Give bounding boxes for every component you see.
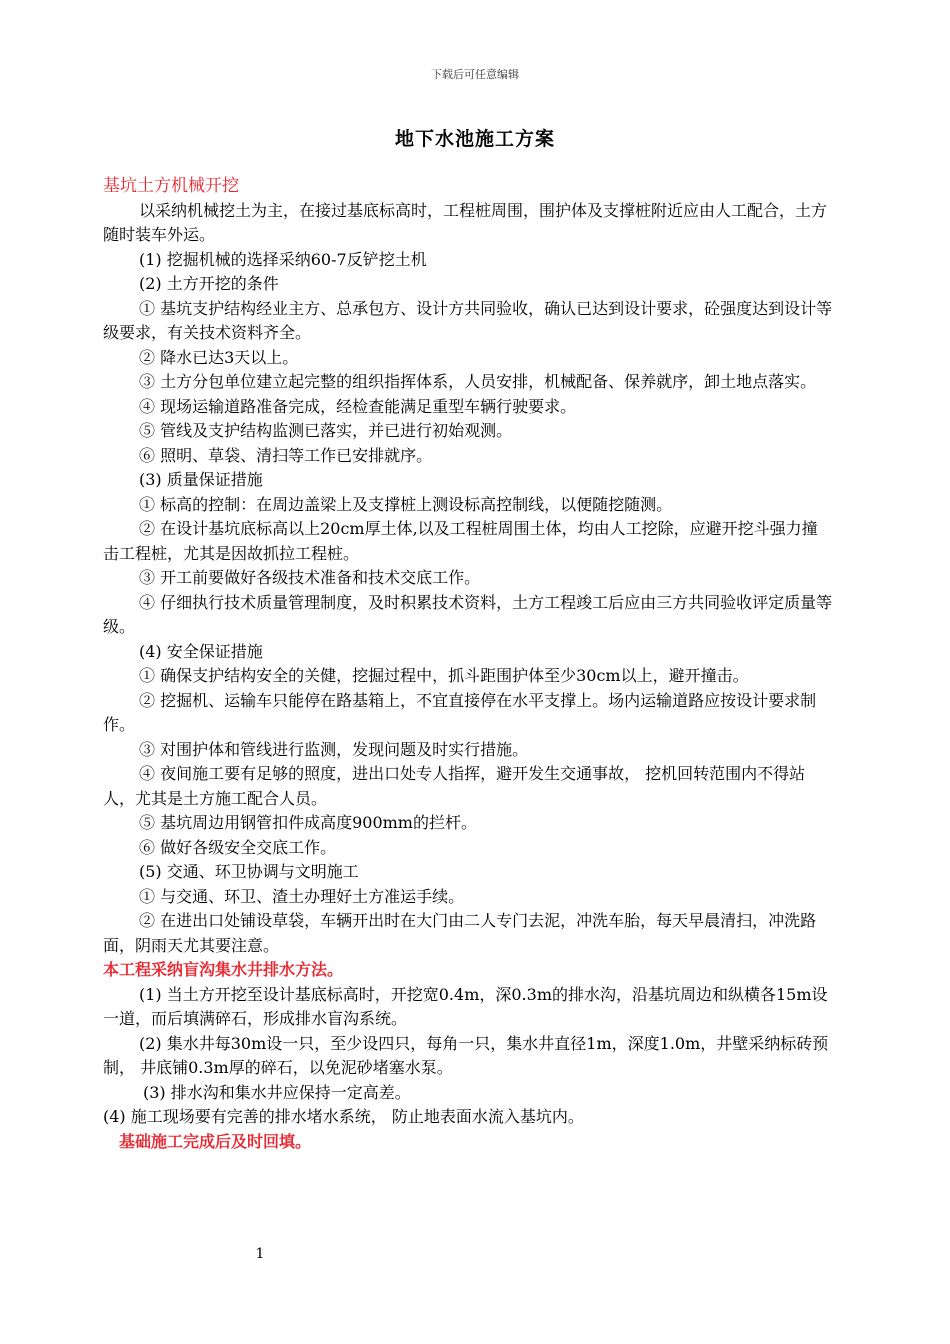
list-item: ⑤ 管线及支护结构监测已落实，并已进行初始观测。 <box>139 421 513 440</box>
list-item: ⑥ 照明、草袋、清扫等工作已安排就序。 <box>139 445 433 465</box>
section-heading-excavation: 基坑土方机械开挖 <box>103 176 239 196</box>
list-item: ② 挖掘机、运输车只能停在路基箱上，不宜直接停在水平支撑上。场内运输道路应按设计要求制作。 <box>103 690 817 734</box>
header-note: 下载后可任意编辑 <box>431 68 519 81</box>
section-intro-paragraph: 以采纳机械挖土为主，在接过基底标高时，工程桩周围，围护体及支撑桩附近应由人工配合，土方随时装车外运。 <box>103 200 828 244</box>
section-heading-drainage: 本工程采纳盲沟集水井排水方法。 <box>103 960 344 979</box>
page-number: 1 <box>255 1246 265 1262</box>
list-item: ④ 夜间施工要有足够的照度，进出口处专人指挥，避开发生交通事故， 挖机回转范围内不得站人，尤其是土方施工配合人员。 <box>103 764 806 808</box>
list-item: (4) 施工现场要有完善的排水堵水系统， 防止地表面水流入基坑内。 <box>103 1107 584 1126</box>
list-item: (1) 当土方开挖至设计基底标高时，开挖宽0.4m，深0.3m的排水沟，沿基坑周边和纵横各15m设一道，而后填满碎石，形成排水盲沟系统。 <box>103 984 828 1028</box>
list-item: (2) 土方开挖的条件 <box>139 274 279 293</box>
list-item: ③ 对围护体和管线进行监测，发现问题及时实行措施。 <box>139 739 529 759</box>
list-item: (4) 安全保证措施 <box>139 641 263 661</box>
list-item: (1) 挖掘机械的选择采纳60-7反铲挖土机 <box>139 249 427 269</box>
list-item: ⑤ 基坑周边用钢管扣件成高度900mm的拦杆。 <box>139 813 477 832</box>
list-item: ⑥ 做好各级安全交底工作。 <box>139 837 337 857</box>
list-item: (5) 交通、环卫协调与文明施工 <box>139 862 359 881</box>
list-item: ② 在设计基坑底标高以上20cm厚土体,以及工程桩周围土体，均由人工挖除，应避开挖斗强力撞击工程桩，尤其是因故抓拉工程桩。 <box>103 519 818 563</box>
list-item: ③ 土方分包单位建立起完整的组织指挥体系，人员安排，机械配备、保养就序，卸土地点落实。 <box>139 372 817 391</box>
list-item: ② 降水已达3天以上。 <box>139 347 299 367</box>
list-item: ③ 开工前要做好各级技术准备和技术交底工作。 <box>139 568 481 587</box>
list-item: ① 标高的控制：在周边盖梁上及支撑桩上测设标高控制线，以便随挖随测。 <box>139 494 673 514</box>
list-item: ① 基坑支护结构经业主方、总承包方、设计方共同验收，确认已达到设计要求，砼强度达到设计等级要求，有关技术资料齐全。 <box>103 298 833 342</box>
document-title: 地下水池施工方案 <box>394 128 555 150</box>
list-item: ④ 现场运输道路准备完成，经检查能满足重型车辆行驶要求。 <box>139 396 577 416</box>
list-item: ① 确保支护结构安全的关健，挖掘过程中，抓斗距围护体至少30cm以上，避开撞击。 <box>139 666 749 685</box>
list-item: (3) 质量保证措施 <box>139 470 263 489</box>
list-item: (2) 集水井每30m设一只，至少设四只，每角一只，集水井直径1m，深度1.0m，井壁采纳标砖预制， 井底铺0.3m厚的碎石，以免泥砂堵塞水泵。 <box>103 1033 829 1077</box>
document-body <box>103 174 833 1154</box>
list-item: ④ 仔细执行技术质量管理制度，及时积累技术资料，土方工程竣工后应由三方共同验收评定质量等级。 <box>103 592 833 636</box>
list-item: ① 与交通、环卫、渣土办理好土方准运手续。 <box>139 886 465 906</box>
list-item: (3) 排水沟和集水井应保持一定高差。 <box>143 1082 411 1102</box>
list-item: ② 在进出口处铺设草袋，车辆开出时在大门由二人专门去泥，冲洗车胎，每天早晨清扫，冲洗路面，阴雨天尤其要注意。 <box>103 911 817 955</box>
closing-note: 基础施工完成后及时回填。 <box>119 1131 312 1151</box>
